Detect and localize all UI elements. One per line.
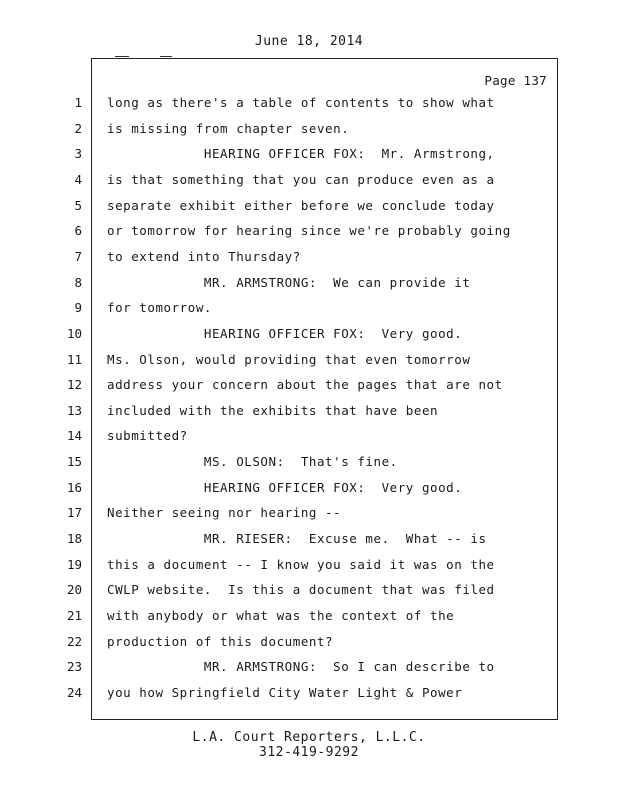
transcript-line: or tomorrow for hearing since we're probably going (107, 223, 511, 239)
line-number: 21 (66, 608, 82, 623)
transcript-line: MR. ARMSTRONG: So I can describe to (107, 659, 495, 675)
line-number: 16 (66, 479, 82, 495)
line-number: 22 (66, 633, 82, 649)
transcript-line: for tomorrow. (107, 300, 212, 316)
scan-mark (160, 56, 172, 57)
transcript-line: CWLP website. Is this a document that was filed (107, 582, 495, 598)
transcript-line: this a document -- I know you said it was on the (107, 556, 495, 572)
line-number: 20 (66, 582, 82, 598)
transcript-line: MR. ARMSTRONG: We can provide it (107, 274, 471, 290)
transcript-line: address your concern about the pages that are not (107, 377, 503, 393)
line-number: 23 (66, 659, 82, 675)
transcript-line: HEARING OFFICER FOX: Very good. (107, 479, 463, 495)
line-number: 19 (66, 556, 82, 572)
line-number: 14 (66, 428, 82, 444)
line-number: 2 (74, 120, 82, 136)
transcript-line: long as there's a table of contents to show what (107, 95, 495, 110)
line-number: 3 (74, 146, 82, 162)
transcript-line: is missing from chapter seven. (107, 120, 350, 136)
line-number: 10 (66, 325, 82, 341)
page-number-label: Page 137 (484, 73, 547, 88)
line-number: 8 (74, 274, 82, 290)
line-number: 11 (66, 351, 82, 367)
line-number: 18 (66, 531, 82, 547)
transcript-line: you how Springfield City Water Light & Power (107, 684, 463, 700)
line-number: 5 (74, 197, 82, 213)
transcript-line: submitted? (107, 428, 188, 444)
transcript-line: to extend into Thursday? (107, 248, 301, 264)
line-number: 13 (66, 402, 82, 418)
transcript-line: with anybody or what was the context of the (107, 608, 455, 623)
line-number: 7 (74, 248, 82, 264)
transcript-line: Ms. Olson, would providing that even tomorrow (107, 351, 471, 367)
line-number: 4 (74, 171, 82, 187)
line-number: 24 (66, 684, 82, 700)
footer-company: L.A. Court Reporters, L.L.C. (192, 730, 426, 745)
footer-phone: 312-419-9292 (259, 745, 359, 760)
transcript-line: production of this document? (107, 633, 334, 649)
transcript-line: MR. RIESER: Excuse me. What -- is (107, 531, 487, 547)
transcript-line: MS. OLSON: That's fine. (107, 454, 398, 470)
line-number: 1 (74, 95, 82, 110)
transcript-line: HEARING OFFICER FOX: Mr. Armstrong, (107, 146, 495, 162)
transcript-line: HEARING OFFICER FOX: Very good. (107, 325, 463, 341)
line-number: 6 (74, 223, 82, 239)
line-number: 9 (74, 300, 82, 316)
line-number: 12 (66, 377, 82, 393)
transcript-line: Neither seeing nor hearing -- (107, 505, 342, 521)
line-number: 17 (66, 505, 82, 521)
transcript-line: separate exhibit either before we conclude today (107, 197, 495, 213)
scan-mark (115, 56, 129, 57)
transcript-line: is that something that you can produce even as a (107, 171, 495, 187)
transcript-line: included with the exhibits that have been (107, 402, 439, 418)
transcript-date-header: June 18, 2014 (254, 34, 364, 49)
line-number: 15 (66, 454, 82, 470)
